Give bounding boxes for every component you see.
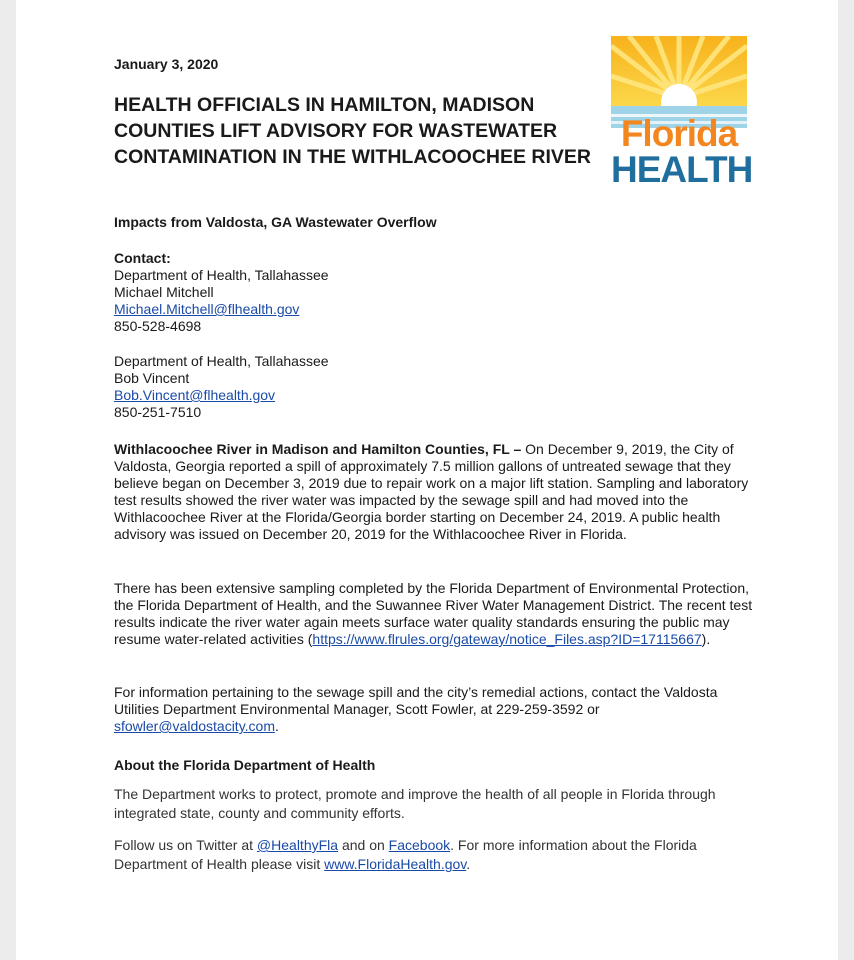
website-link[interactable]: www.FloridaHealth.gov	[324, 856, 467, 872]
document-page	[16, 0, 838, 960]
logo-word-florida: Florida	[620, 113, 738, 154]
follow-text: and on	[338, 837, 389, 853]
about-heading: About the Florida Department of Health	[114, 757, 376, 773]
about-paragraph: The Department works to protect, promote and improve the health of all people in Florida through integrated state, county and community efforts.	[114, 786, 716, 821]
paragraph-spill-report	[114, 441, 754, 543]
logo-word-health: HEALTH	[611, 149, 753, 190]
follow-text: .	[466, 856, 471, 872]
subtitle: Impacts from Valdosta, GA Wastewater Overflow	[114, 214, 437, 230]
paragraph-tail: ).	[701, 631, 711, 647]
headline: HEALTH OFFICIALS IN HAMILTON, MADISON COUNTIES LIFT ADVISORY FOR WASTEWATER CONTAMINATION IN THE WITHLACOOCHEE RIVER	[114, 94, 592, 168]
contact-label: Contact:	[114, 250, 171, 266]
facebook-link[interactable]: Facebook	[388, 837, 451, 853]
paragraph-tail: .	[275, 718, 279, 734]
paragraph-lead: Withlacoochee River in Madison and Hamilton Counties, FL –	[114, 441, 522, 457]
contact-name: Bob Vincent	[114, 370, 190, 386]
flrules-notice-link[interactable]: https://www.flrules.org/gateway/notice_Files.asp?ID=17115667	[312, 631, 702, 647]
paragraph-city-contact	[114, 684, 754, 735]
contact-phone: 850-251-7510	[114, 404, 202, 420]
follow-paragraph	[114, 836, 754, 874]
paragraph-text: For information pertaining to the sewage spill and the city’s remedial actions, contact the Valdosta Utilities Department Environmental Manager, Scott Fowler, at 229-259-3592 or	[114, 684, 718, 717]
city-email-link[interactable]: sfowler@valdostacity.com	[114, 718, 275, 734]
contact-email-link[interactable]: Michael.Mitchell@flhealth.gov	[114, 301, 300, 317]
contact-phone: 850-528-4698	[114, 318, 202, 334]
contact-name: Michael Mitchell	[114, 284, 214, 300]
twitter-link[interactable]: @HealthyFla	[256, 837, 339, 853]
follow-text: . For more information about the Florida Department of Health please visit	[114, 837, 697, 872]
logo-wordmark	[611, 113, 753, 190]
follow-text: Follow us on Twitter at	[114, 837, 257, 853]
contact-org: Department of Health, Tallahassee	[114, 353, 329, 369]
paragraph-sampling	[114, 580, 754, 648]
contact-org: Department of Health, Tallahassee	[114, 267, 329, 283]
paragraph-text: There has been extensive sampling completed by the Florida Department of Environmental Protection, the Florida Department of Health, and the Suwannee River Water Management District. The recent test results indicate the river water again meets surface water quality standards ensuring the public may resume water-related activities (	[114, 580, 753, 647]
contact-block-1	[114, 250, 329, 335]
paragraph-text: On December 9, 2019, the City of Valdosta, Georgia reported a spill of approximately 7.5 million gallons of untreated sewage that they believe began on December 3, 2019 due to repair work on a major lift station. Sampling and laboratory test results showed the river water was impacted by the sewage spill and had moved into the Withlacoochee River at the Florida/Georgia border starting on December 24, 2019. A public health advisory was issued on December 20, 2019 for the Withlacoochee River in Florida.	[114, 441, 749, 542]
florida-health-logo	[611, 36, 753, 190]
contact-block-2	[114, 353, 329, 421]
release-date: January 3, 2020	[114, 56, 219, 72]
contact-email-link[interactable]: Bob.Vincent@flhealth.gov	[114, 387, 276, 403]
